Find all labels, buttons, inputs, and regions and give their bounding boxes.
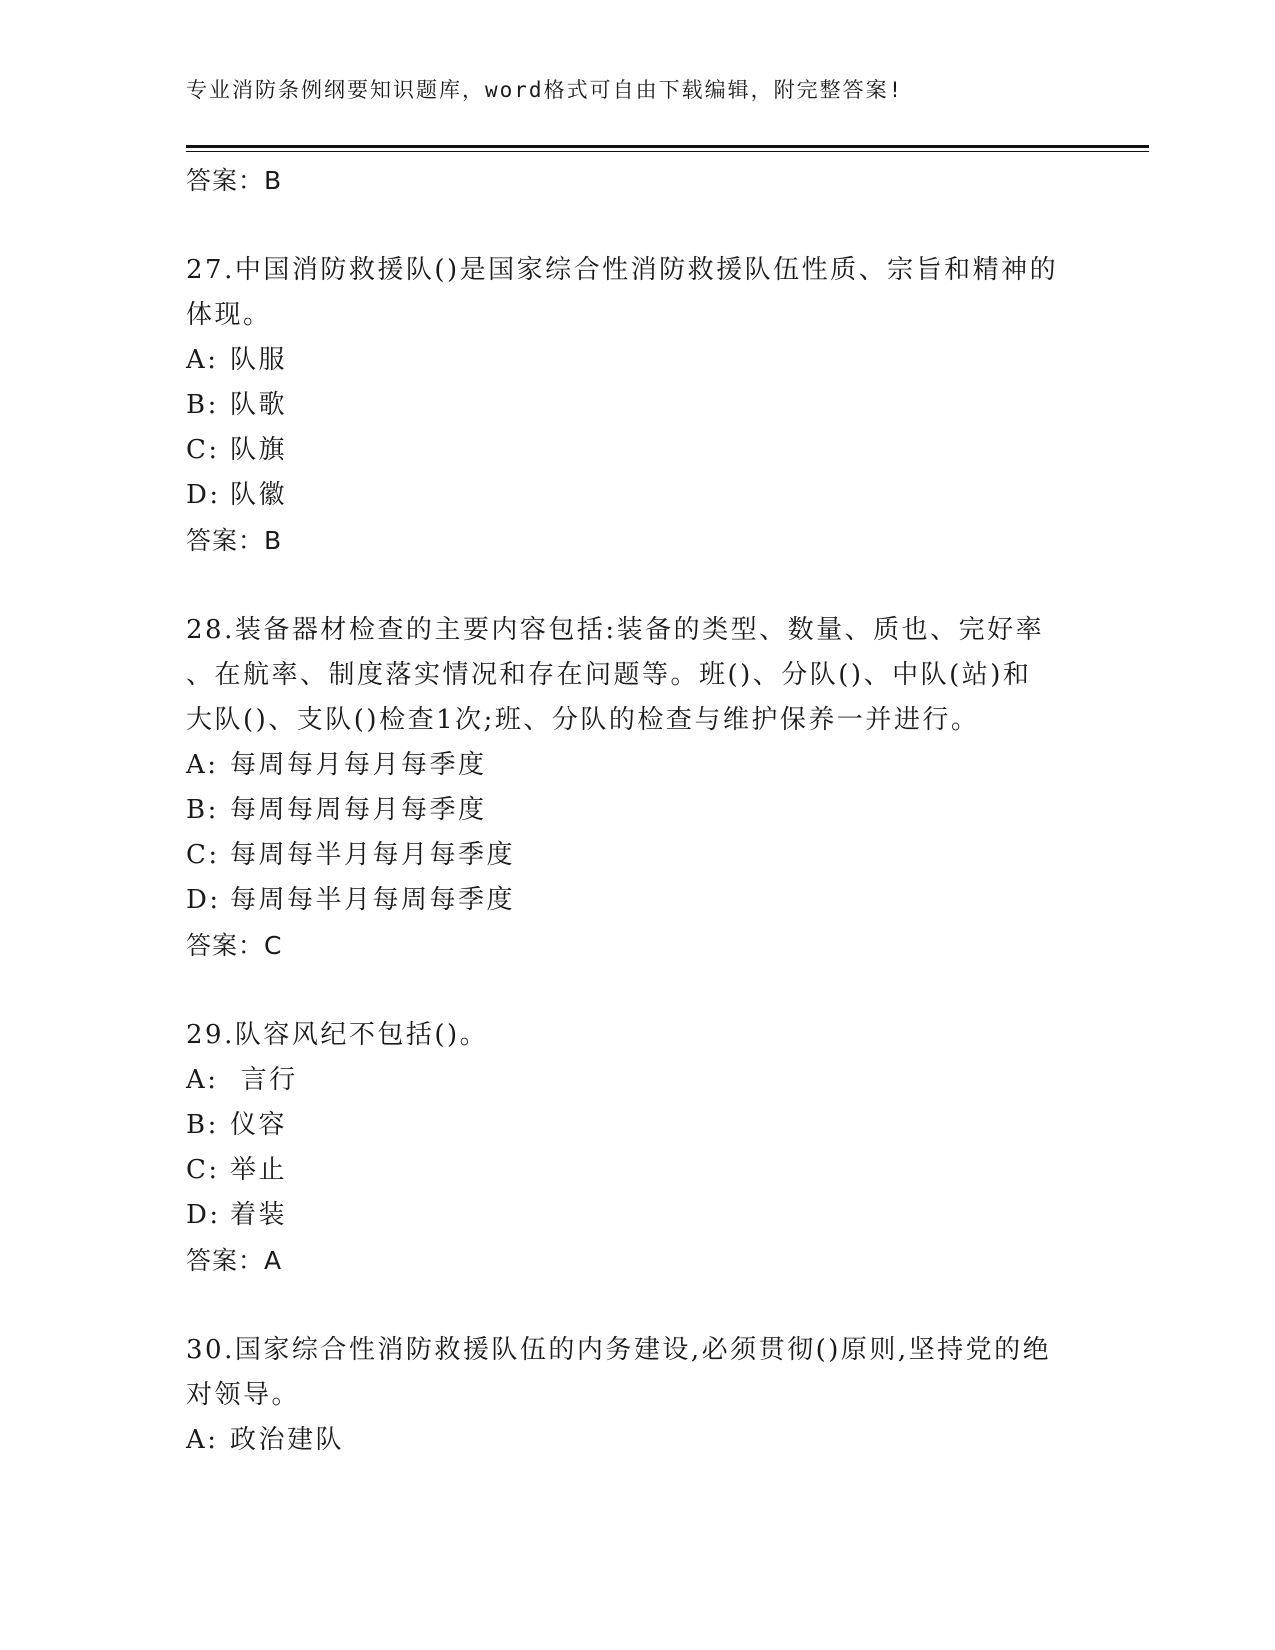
option-text: 举止 <box>230 1155 288 1185</box>
option-a <box>186 1058 1086 1103</box>
option-c <box>186 833 1086 878</box>
question-stem-line: 对领导。 <box>186 1380 301 1410</box>
option-letter: D: <box>186 480 221 510</box>
option-text: 队徽 <box>230 480 288 510</box>
question-29 <box>186 1013 1086 1283</box>
option-letter: A: <box>186 750 219 780</box>
question-stem-line: 30.国家综合性消防救援队伍的内务建设,必须贯彻()原则,坚持党的绝 <box>186 1335 1052 1365</box>
option-letter: A: <box>186 1065 219 1095</box>
option-text: 队服 <box>230 345 288 375</box>
option-text: 每周每月每月每季度 <box>230 750 487 780</box>
option-a <box>186 338 1086 383</box>
answer-line: 答案：B <box>186 166 283 195</box>
option-text: 着装 <box>230 1200 288 1230</box>
option-letter: D: <box>186 1200 221 1230</box>
question-stem-line: 大队()、支队()检查1次;班、分队的检查与维护保养一并进行。 <box>186 705 980 735</box>
header-rule <box>186 145 1149 148</box>
question-stem-line: 28.装备器材检查的主要内容包括:装备的类型、数量、质也、完好率 <box>186 615 1045 645</box>
question-27 <box>186 248 1086 563</box>
option-d <box>186 878 1086 923</box>
option-text: 队歌 <box>230 390 288 420</box>
option-text: 每周每半月每周每季度 <box>230 885 516 915</box>
option-letter: B: <box>186 390 219 420</box>
option-letter: C: <box>186 435 220 465</box>
option-letter: B: <box>186 795 219 825</box>
option-text: 每周每周每月每季度 <box>230 795 487 825</box>
option-letter: B: <box>186 1110 219 1140</box>
answer-line: 答案：A <box>186 1246 283 1275</box>
option-letter: C: <box>186 840 220 870</box>
question-stem-line: 27.中国消防救援队()是国家综合性消防救援队伍性质、宗旨和精神的 <box>186 255 1059 285</box>
page-header: 专业消防条例纲要知识题库，word格式可自由下载编辑，附完整答案! <box>186 78 904 102</box>
option-c <box>186 1148 1086 1193</box>
option-text: 队旗 <box>230 435 288 465</box>
question-stem-line: 29.队容风纪不包括()。 <box>186 1020 489 1050</box>
option-b <box>186 1103 1086 1148</box>
answer-line: 答案：C <box>186 931 283 960</box>
option-c <box>186 428 1086 473</box>
option-text: 言行 <box>230 1065 298 1095</box>
option-d <box>186 473 1086 518</box>
option-d <box>186 1193 1086 1238</box>
option-b <box>186 788 1086 833</box>
option-text: 政治建队 <box>230 1425 345 1455</box>
option-a <box>186 743 1086 788</box>
option-letter: C: <box>186 1155 220 1185</box>
option-letter: D: <box>186 885 221 915</box>
header-rule-thin <box>186 151 1149 152</box>
option-text: 仪容 <box>230 1110 288 1140</box>
question-list <box>186 158 1086 1463</box>
option-text: 每周每半月每月每季度 <box>230 840 516 870</box>
question-stem-line: 、在航率、制度落实情况和存在问题等。班()、分队()、中队(站)和 <box>186 660 1032 690</box>
question-28 <box>186 608 1086 968</box>
answer-line: 答案：B <box>186 526 283 555</box>
option-letter: A: <box>186 1425 219 1455</box>
option-letter: A: <box>186 345 219 375</box>
option-b <box>186 383 1086 428</box>
option-a <box>186 1418 1086 1463</box>
question-stem-line: 体现。 <box>186 300 272 330</box>
question-30 <box>186 1328 1086 1463</box>
